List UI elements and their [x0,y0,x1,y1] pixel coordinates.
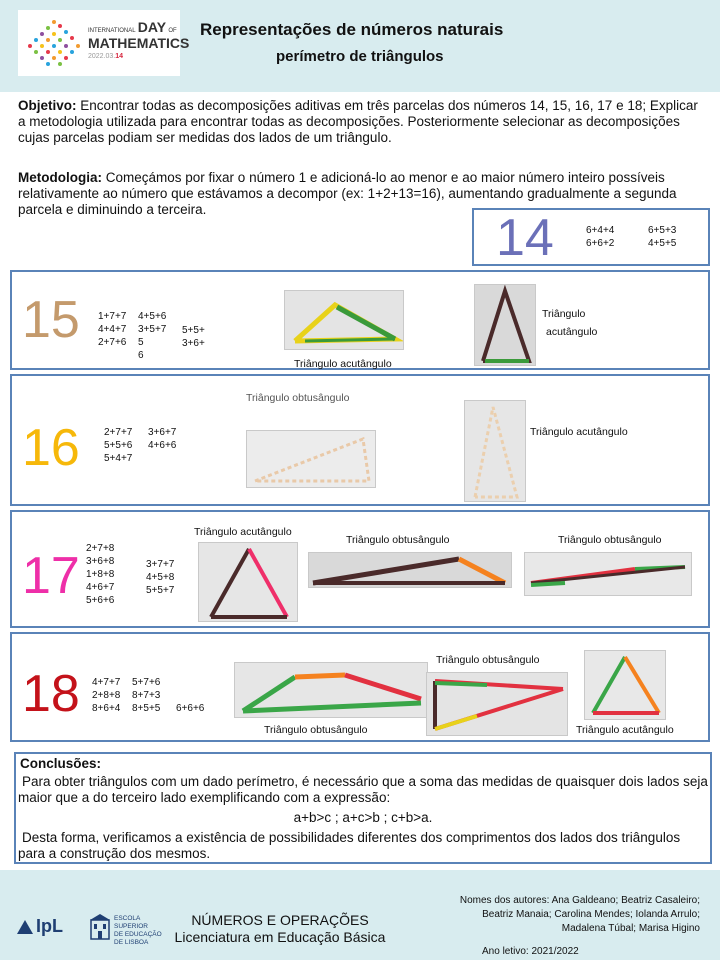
triangle-18-photo-1 [234,662,428,718]
caption-15-1: Triângulo acutângulo [294,358,392,370]
decompositions-15-col2: 4+5+6 3+5+7 5 6 [138,311,167,361]
number-17-box [10,510,710,628]
number-14: 14 [496,209,554,267]
caption-17-2: Triângulo obtusângulo [346,534,450,546]
eselx-logo [90,914,174,944]
decompositions-14-col1: 6+4+4 6+6+2 [586,225,615,249]
number-16-box [10,374,710,506]
triangle-18-photo-3 [584,650,666,720]
caption-18-1: Triângulo obtusângulo [264,724,368,736]
number-18-box [10,632,710,742]
decompositions-15-col3: 5+5+ 3+6+ [182,325,205,349]
decompositions-18-col2: 5+7+6 8+7+3 8+5+5 [132,677,161,714]
course-degree: Licenciatura em Educação Básica [174,929,386,945]
ipl-emblem-icon [16,919,34,935]
number-17: 17 [22,547,80,605]
decompositions-18-col1: 4+7+7 2+8+8 8+6+4 [92,677,121,714]
caption-15-2b: acutângulo [546,326,598,338]
caption-16-2: Triângulo acutângulo [530,426,628,438]
eselx-wordmark: ESCOLA SUPERIOR DE EDUCAÇÃO DE LISBOA [114,915,162,946]
objetivo-text: Encontrar todas as decomposições aditivas em três parcelas dos números 14, 15, 16, 17 e 18; Explicar a metodologia utilizada para encontrar todas as decomposições. Posteriormente selecionar as decomposições cujas parcelas podiam ser medidas dos lados de um triângulo. [18,98,698,145]
triangle-15-photo-2 [474,284,536,366]
page-subtitle: perímetro de triângulos [276,48,444,65]
school-year: Ano letivo: 2021/2022 [482,946,579,957]
logo-wordmark: INTERNATIONAL DAY OF MATHEMATICS 2022.03.14 [88,19,190,60]
dots-pattern-icon [24,16,86,68]
triangle-17-photo-2 [308,552,512,588]
decompositions-16-col1: 2+7+7 5+5+6 5+4+7 [104,427,133,464]
authors-list: Nomes dos autores: Ana Galdeano; Beatriz Casaleiro; Beatriz Manaia; Carolina Mendes; Iolanda Arrulo; Madalena Túbal; Marisa Higino [459,895,700,934]
objetivo-label: Objetivo: [18,98,77,113]
conclusoes-formula: a+b>c ; a+c>b ; c+b>a. [293,810,433,825]
page-title: Representações de números naturais [200,20,504,39]
decompositions-17-col2: 3+7+7 4+5+8 5+5+7 [146,559,175,596]
course-unit: NÚMEROS E OPERAÇÕES [191,912,369,928]
building-icon [90,914,110,940]
ipl-logo [16,916,72,938]
ipl-wordmark: IpL [36,916,63,936]
number-15: 15 [22,291,80,349]
decompositions-18-col3: 6+6+6 [176,703,205,714]
triangle-15-photo-1 [284,290,404,350]
metodologia-label: Metodologia: [18,170,102,185]
caption-16-1: Triângulo obtusângulo [246,392,350,404]
triangle-16-photo-2 [464,400,526,502]
caption-17-1: Triângulo acutângulo [194,526,292,538]
objetivo-paragraph [18,98,708,146]
course-info [170,912,390,946]
caption-18-2: Triângulo obtusângulo [436,654,540,666]
day-of-mathematics-logo [18,10,190,76]
triangle-17-photo-3 [524,552,692,596]
decompositions-17-col1: 2+7+8 3+6+8 1+8+8 4+6+7 5+6+6 [86,543,115,606]
triangle-18-photo-2 [426,672,568,736]
decompositions-14-col2: 6+5+3 4+5+5 [648,225,677,249]
conclusoes-paragraph-1: Para obter triângulos com um dado perímetro, é necessário que a soma das medidas de quaisquer dois lados seja maior que a do terceiro lado exemplificando com a expressão: [18,774,708,805]
triangle-17-photo-1 [198,542,298,622]
number-18: 18 [22,665,80,723]
number-16: 16 [22,419,80,477]
number-14-box [472,208,710,266]
conclusoes-label: Conclusões: [20,756,102,771]
decompositions-15-col1: 1+7+7 4+4+7 2+7+6 [98,311,127,348]
metodologia-text: Começámos por fixar o número 1 e adicioná-lo ao menor e ao maior número inteiro possíveis relativamente ao número que estávamos a decompor (ex: 1+2+13=16), aumentando gradualmente a segunda parcela e diminuindo a terceira. [18,170,677,217]
caption-17-3: Triângulo obtusângulo [558,534,662,546]
conclusoes-paragraph-2: Desta forma, verificamos a existência de possibilidades diferentes dos comprimentos dos lados dos triângulos para a construção dos mesmos. [18,830,681,861]
triangle-16-photo-1 [246,430,376,488]
caption-15-2a: Triângulo [542,308,586,320]
number-15-box [10,270,710,370]
caption-18-3: Triângulo acutângulo [576,724,674,736]
decompositions-16-col2: 3+6+7 4+6+6 [148,427,177,451]
conclusoes-box [14,752,712,864]
